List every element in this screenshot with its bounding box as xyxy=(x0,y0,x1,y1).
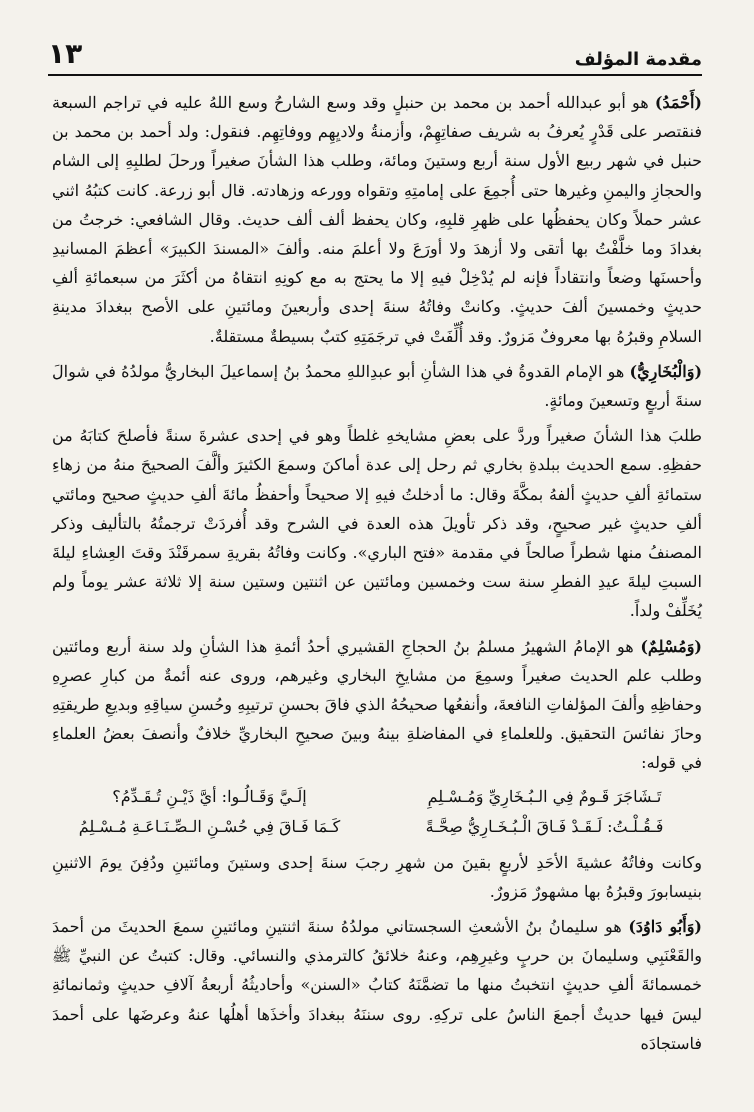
paragraph-ahmad xyxy=(52,88,702,351)
paragraph-text: وكانت وفاتُهُ عشيةَ الأحَدِ لأربعٍ بقينَ من شهرِ رجبَ سنةَ إحدى وستينَ ومائتينِ ودُفِنَ يومَ الاثنينِ بنيسابورَ وقبرُهُ بها مشهورٌ مَزورٌ. xyxy=(52,852,702,901)
entry-term: (وَأَبُو دَاوُدَ) xyxy=(628,917,702,937)
paragraph-abu-dawud xyxy=(52,912,702,1058)
page-number: ١٣ xyxy=(48,37,83,70)
running-title: مقدمة المؤلف xyxy=(574,49,702,70)
paragraph-text: هو أبو عبدالله أحمد بن محمد بن حنبلٍ وقد وسع الشارحُ وسع اللهُ عليه في تراجم السبعة فنقتصر على قَدْرٍ يُعرفُ به شريف صفاتِهِمْ، وأزمنةُ ولاديِهِم ووفاتِهِم. فنقول: ولد أحمد بن محمد بن حنبل في شهر ربيع الأول سنة أربع وستينَ ومائة، وطلب هذا الشأنَ صغيراً ورحلَ لطلبِهِ إلى الشام والحجازِ واليمنِ وغيرها حتى أُجمِعَ على إمامتِهِ وتقواه وورعه وزهادته. قال أبو زرعة. كانت كتبُهُ اثني عشر حملاً وكان يحفظُها على ظهرِ قلبِهِ، وكان يحفظ ألف ألف حديث. وقال الشافعي: خرجتُ من بغدادَ وما خلَّفْتُ بها أتقى ولا أزهدَ ولا أورَعَ ولا أعلمَ منه. وألفَ «المسندَ الكبيرَ» أعظمَ المسانيدِ وأحسنَها وضعاً وانتقاداً فإنه لم يُدْخِلْ فيهِ إلا ما يحتج به مع كونِهِ انتقاهُ من أكثَرَ من سبعمائةِ ألفِ حديثٍ وخمسينَ ألفَ حديثٍ. وكانتْ وفاتُهُ سنةَ إحدى وأربعينَ ومائتينِ على الأصح ببغدادَ مدينةِ السلامِ وقبرُهُ بها معروفٌ مَزورٌ. وقد أُلِّفَتْ في ترجَمَتِهِ كتبٌ بسيطةٌ مستقلةٌ. xyxy=(52,93,703,346)
page-header xyxy=(48,34,702,70)
poem-hemistich: تَـشَاجَرَ قَـومٌ فِي الـبُـخَارِيِّ وَمُـسْـلِمِ xyxy=(427,786,662,806)
paragraph-muslim xyxy=(52,632,702,778)
paragraph-text: هو سليمانُ بنُ الأشعثِ السجستاني مولدُهُ سنةَ اثنتينِ ومائتينِ سمعَ الحديثَ من أحمدَ والقَعْنَبِي وسليمانَ بن حربٍ وغيرِهِم، وعنهُ خلائقُ كالترمذي والنسائي. وقال: كتبتُ عن النبيِّ ﷺ خمسمائةَ ألفِ حديثٍ انتخبتُ منها ما تضمَّنَهُ كتابُ «السنن» وأحاديثُهُ أربعةُ آلافِ حديثٍ وثمانمائةِ ليسَ فيها حديثٌ أجمعَ الناسُ على تركِهِ. روى سننَهُ ببغدادَ وأخذَها أهلُها عنهُ وعرضَها على أحمدَ فاستجادَه xyxy=(52,917,703,1053)
poem-hemistich: كَـمَا فَـاقَ فِي حُسْـنِ الـصِّـنَـاعَـةِ مُـسْـلِمُ xyxy=(78,816,341,836)
paragraph-bukhari xyxy=(52,357,702,415)
entry-term: (أَحْمَدُ) xyxy=(654,93,702,112)
poem xyxy=(72,782,682,842)
page-body xyxy=(52,88,702,1058)
entry-term: (وَالْبُخَارِيُّ) xyxy=(629,361,703,381)
poem-hemistich: إلَـيَّ وَقَـالُـوا: أيَّ ذَيْـنِ تُـقَـدِّمُ؟ xyxy=(112,786,307,806)
paragraph-muslim-death xyxy=(52,848,702,906)
paragraph-text: طلبَ هذا الشأنَ صغيراً وردَّ على بعضِ مشايخهِ غلطاً وهو في إحدى عشرةَ سنةً فأصلحَ كتابَهُ من حفظِهِ. سمع الحديث ببلدةِ بخاري ثم رحل إلى عدة أماكنَ وسمعَ الكثيرَ وألَّفَ الصحيحَ منهُ من زهاءِ ستمائةِ ألفِ حديثٍ ألفهُ بمكَّةَ وقال: ما أدخلتُ فيهِ إلا صحيحاً وأحفظُ مائةَ ألفِ حديثٍ صحيح ومائتي ألفِ حديثٍ غير صحيحٍ، وقد ذكر تأويلَ هذه العدة في الشرح وقد أُفردَتْ ترجمتُهُ بالتأليف وذكر المصنفُ منها شطراً صالحاً في مقدمة «فتح الباري». وكانت وفاتُهُ بقريةِ سمرقَنْدَ وقتَ العِشاءِ ليلةَ السبتِ ليلةَ عيدِ الفطرِ سنة ست وخمسين ومائتين عن اثنتين وستين سنة إلا ثلاثة عشر يوماً ولم يُخَلِّفْ ولداً. xyxy=(52,426,702,621)
header-rule xyxy=(48,74,702,76)
paragraph-text: هو الإمام القدوةُ في هذا الشأنِ أبو عبدِاللهِ محمدُ بنُ إسماعيلَ البخاريُّ مولدُهُ في شوالَ سنةَ أربعٍ وتسعينَ ومائةٍ. xyxy=(52,361,702,411)
entry-term: (وَمُسْلِمٌ) xyxy=(640,636,702,656)
paragraph-text: هو الإمامُ الشهيرُ مسلمُ بنُ الحجاجِ القشيري أحدُ أئمةِ هذا الشأنِ ولد سنة أربع ومائتين وطلب علم الحديث صغيراً وسمِعَ من مشايخِ البخاري وغيرهم، وروى عنه أئمةٌ من كبارِ عصرِهِ وحفاظِهِ وألفَ المؤلفاتِ النافعةَ، وأنفعُها صحيحُهُ الذي فاقَ بحسنِ ترتيبِهِ وحُسنِ سياقِهِ وبديعِ طريقتِهِ وحازَ نفائسَ التحقيق. وللعلماءِ في المفاضلةِ بينهُ وبينَ صحيحِ البخاريِّ خلافٌ وأنصفَ بعضُ العلماءِ في قوله: xyxy=(52,636,703,773)
paragraph-bukhari-cont xyxy=(52,421,702,625)
poem-hemistich: فَـقُـلْـتُ: لَـقَـدْ فَـاقَ الْـبُـخَـارِيُّ صِحَّـةً xyxy=(425,816,664,836)
